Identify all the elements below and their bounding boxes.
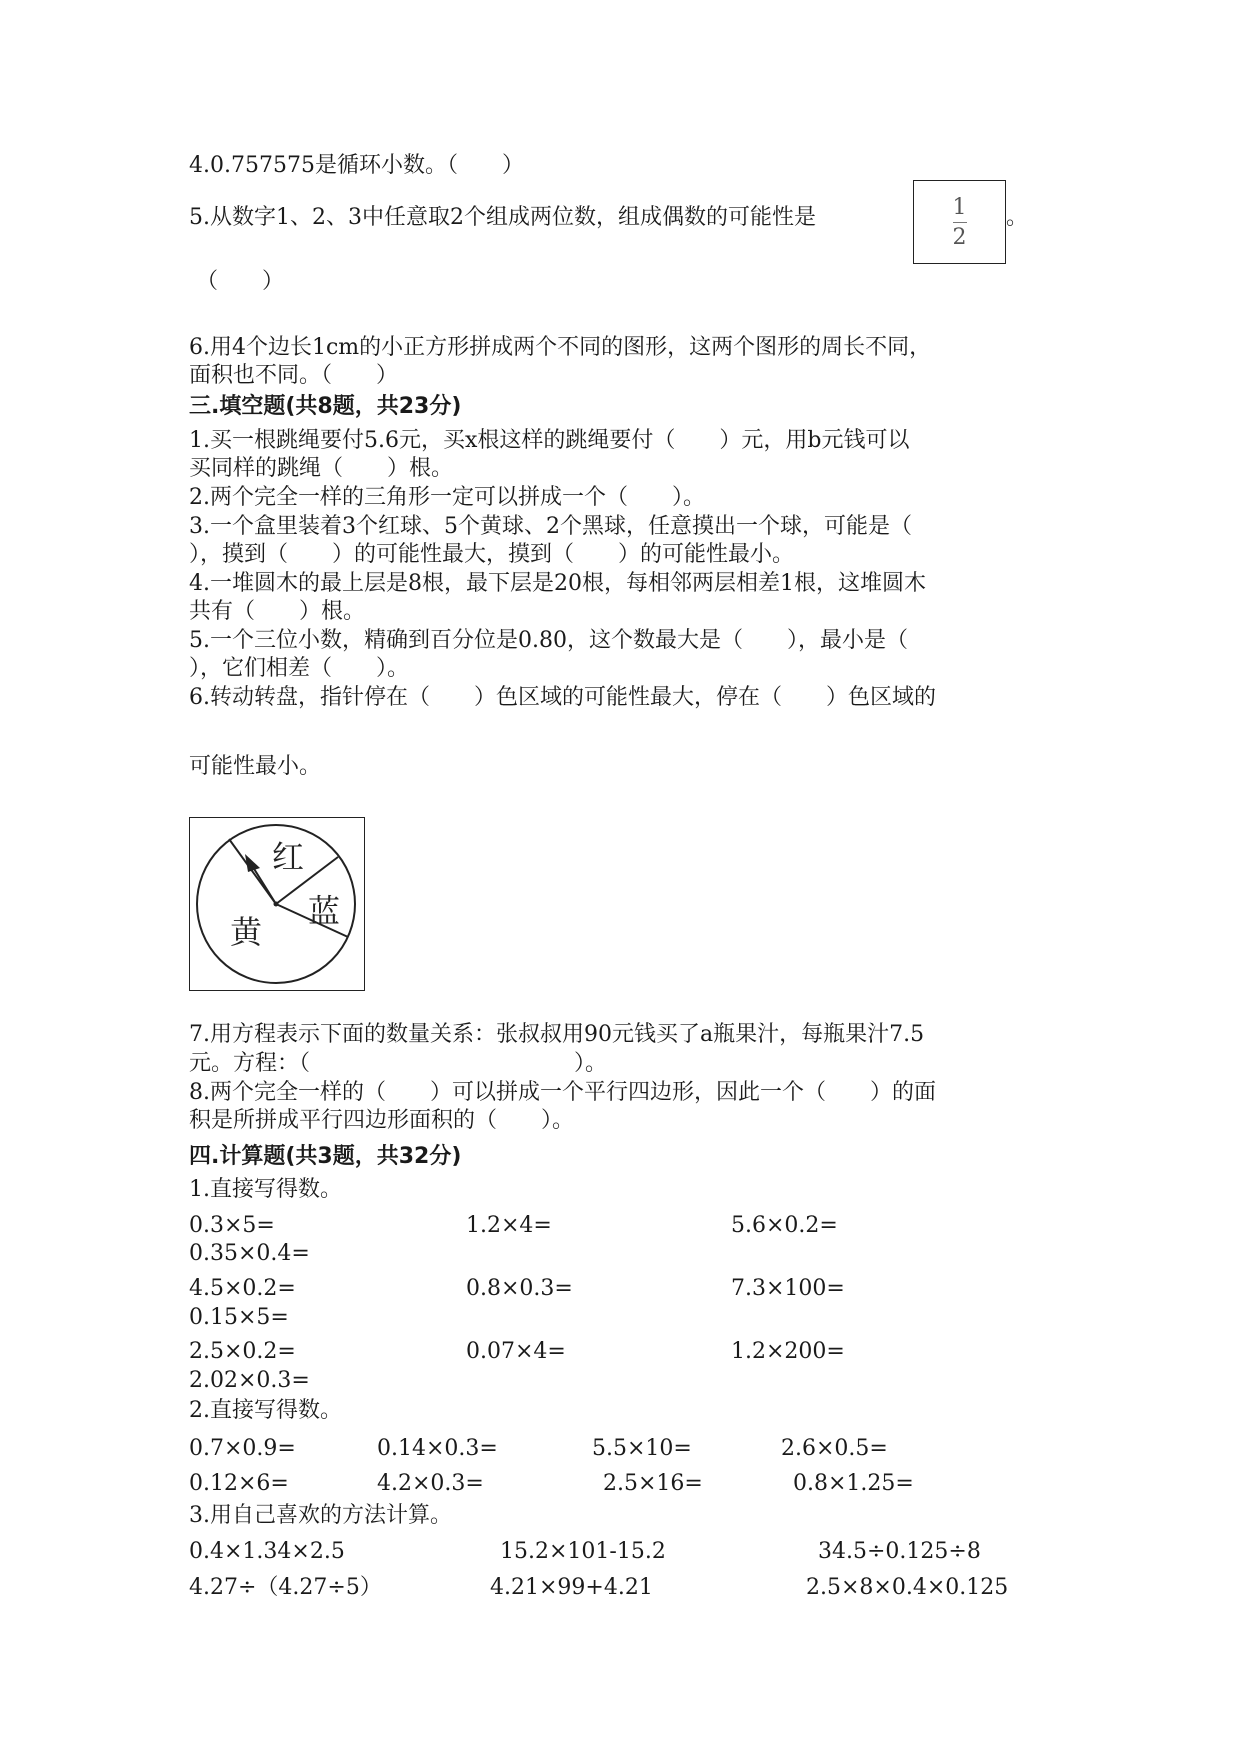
calc-item: 0.3×5= — [189, 1213, 275, 1238]
s3-line: 4.一堆圆木的最上层是8根，最下层是20根，每相邻两层相差1根，这堆圆木 — [189, 571, 926, 596]
calc-item: 0.8×0.3= — [466, 1276, 573, 1301]
spinner-svg — [190, 818, 364, 990]
calc-item: 2.5×0.2= — [189, 1339, 296, 1364]
calc-item: 34.5÷0.125÷8 — [818, 1539, 981, 1564]
calc-item: 2.02×0.3= — [189, 1368, 310, 1393]
judge-q6-line1: 6.用4个边长1cm的小正方形拼成两个不同的图形，这两个图形的周长不同， — [189, 335, 932, 360]
spinner-label-red: 红 — [272, 838, 305, 876]
s4-q2-title: 2.直接写得数。 — [189, 1398, 342, 1423]
s3-q8-line2: 积是所拼成平行四边形面积的（ ）。 — [189, 1108, 575, 1133]
s3-line: 买同样的跳绳（ ）根。 — [189, 456, 454, 481]
s3-line: ），摸到（ ）的可能性最大，摸到（ ）的可能性最小。 — [189, 542, 795, 567]
calc-item: 0.15×5= — [189, 1305, 289, 1330]
judge-q4: 4.0.757575是循环小数。（ ） — [189, 153, 524, 178]
calc-item: 0.12×6= — [189, 1471, 289, 1496]
calc-item: 0.14×0.3= — [377, 1436, 498, 1461]
calc-item: 4.2×0.3= — [377, 1471, 484, 1496]
judge-q6-line2: 面积也不同。（ ） — [189, 363, 399, 388]
calc-item: 1.2×200= — [731, 1339, 845, 1364]
s3-line: 6.转动转盘，指针停在（ ）色区域的可能性最大，停在（ ）色区域的 — [189, 685, 936, 710]
s3-q7-line1: 7.用方程表示下面的数量关系：张叔叔用90元钱买了a瓶果汁，每瓶果汁7.5 — [189, 1022, 925, 1047]
calc-item: 0.07×4= — [466, 1339, 566, 1364]
calc-item: 2.5×8×0.4×0.125 — [806, 1575, 1009, 1600]
fraction-image — [913, 180, 1006, 264]
s3-line: 5.一个三位小数，精确到百分位是0.80，这个数最大是（ ），最小是（ — [189, 628, 908, 653]
s4-q1-title: 1.直接写得数。 — [189, 1177, 342, 1202]
calc-item: 0.4×1.34×2.5 — [189, 1539, 345, 1564]
s3-line: 共有（ ）根。 — [189, 599, 366, 624]
calc-item: 4.5×0.2= — [189, 1276, 296, 1301]
spinner-label-blue: 蓝 — [308, 892, 341, 930]
fraction-denominator: 2 — [952, 225, 967, 250]
judge-q5-paren: （ ） — [196, 269, 285, 294]
spinner-pointer-head — [245, 854, 260, 872]
s3-line: 1.买一根跳绳要付5.6元，买x根这样的跳绳要付（ ）元，用b元钱可以 — [189, 428, 910, 453]
calc-item: 4.27÷（4.27÷5） — [189, 1575, 382, 1600]
judge-q5-text: 5.从数字1、2、3中任意取2个组成两位数，组成偶数的可能性是 — [189, 205, 816, 230]
calc-item: 7.3×100= — [731, 1276, 845, 1301]
calc-item: 15.2×101-15.2 — [500, 1539, 666, 1564]
calc-item: 1.2×4= — [466, 1213, 552, 1238]
s4-q3-title: 3.用自己喜欢的方法计算。 — [189, 1503, 452, 1528]
s3-line: ），它们相差（ ）。 — [189, 656, 410, 681]
calc-item: 5.6×0.2= — [731, 1213, 838, 1238]
judge-q5 — [189, 204, 816, 232]
fraction-numerator: 1 — [952, 195, 967, 220]
s3-q6-cont: 可能性最小。 — [189, 754, 322, 779]
calc-item: 2.6×0.5= — [781, 1436, 888, 1461]
calc-item: 0.7×0.9= — [189, 1436, 296, 1461]
calc-item: 2.5×16= — [603, 1471, 703, 1496]
calc-item: 0.8×1.25= — [793, 1471, 914, 1496]
s3-q7-line2: 元。方程：（ ）。 — [189, 1051, 608, 1076]
calc-item: 0.35×0.4= — [189, 1241, 310, 1266]
s3-q8-line1: 8.两个完全一样的（ ）可以拼成一个平行四边形，因此一个（ ）的面 — [189, 1080, 936, 1105]
spinner-figure — [189, 817, 365, 991]
judge-q5-end: 。 — [1006, 205, 1029, 230]
section4-title: 四.计算题(共3题，共32分) — [189, 1144, 462, 1169]
calc-item: 5.5×10= — [592, 1436, 692, 1461]
s3-line: 2.两个完全一样的三角形一定可以拼成一个（ ）。 — [189, 485, 705, 510]
calc-item: 4.21×99+4.21 — [490, 1575, 653, 1600]
spinner-center — [274, 902, 279, 907]
fraction-bar — [953, 222, 967, 223]
s3-line: 3.一个盒里装着3个红球、5个黄球、2个黑球，任意摸出一个球，可能是（ — [189, 514, 912, 539]
section3-title: 三.填空题(共8题，共23分) — [189, 394, 462, 419]
spinner-label-yellow: 黄 — [230, 913, 263, 951]
